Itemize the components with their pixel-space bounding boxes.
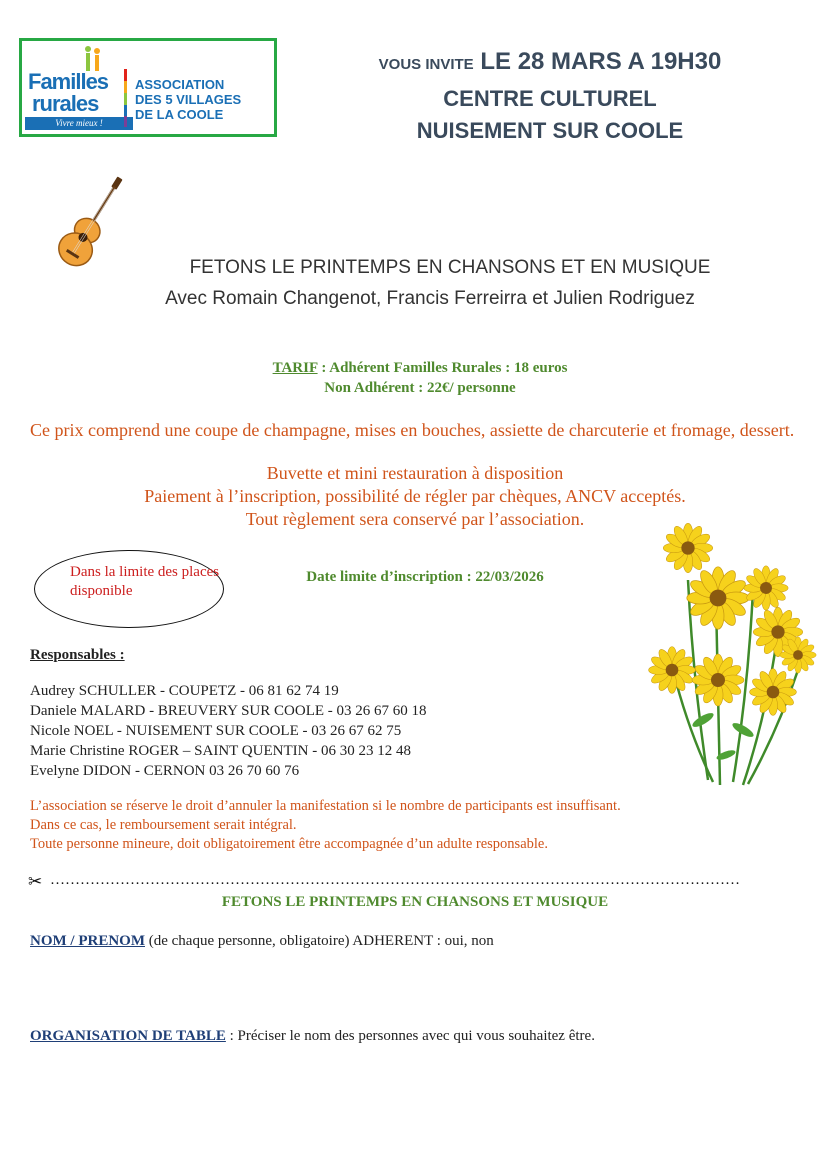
header-town: NUISEMENT SUR COOLE xyxy=(416,118,684,143)
form-title: FETONS LE PRINTEMPS EN CHANSONS ET MUSIQUE xyxy=(221,894,609,910)
header-invite: VOUS INVITE xyxy=(378,56,474,73)
logo-org-line: ASSOCIATION xyxy=(135,77,225,92)
cut-line: ………………………………………………………………………………………………………………………… xyxy=(50,872,740,888)
responsable-item: Marie Christine ROGER – SAINT QUENTIN - 06 30 23 12 48 xyxy=(30,743,411,759)
header-date-line xyxy=(330,48,770,76)
form-name-key: NOM / PRENOM xyxy=(30,933,145,949)
cancellation-note: L’association se réserve le droit d’annuler la manifestation si le nombre de participants est insuffisant. xyxy=(30,798,621,814)
event-title: FETONS LE PRINTEMPS EN CHANSONS ET EN MUSIQUE xyxy=(189,257,711,278)
form-table-key: ORGANISATION DE TABLE xyxy=(30,1028,226,1044)
event-artists: Avec Romain Changenot, Francis Ferreirra et Julien Rodriguez xyxy=(165,288,695,309)
form-table-rest: : Préciser le nom des personnes avec qui vous souhaitez être. xyxy=(225,1028,595,1044)
header-date: LE 28 MARS A 19H30 xyxy=(480,48,722,75)
header-venue: CENTRE CULTUREL xyxy=(443,86,657,111)
paiement-line: Paiement à l’inscription, possibilité de régler par chèques, ANCV acceptés. xyxy=(144,486,686,506)
logo-tagline: Vivre mieux ! xyxy=(25,117,133,130)
minor-note: Toute personne mineure, doit obligatoirement être accompagnée d’un adulte responsable. xyxy=(30,836,548,852)
logo-org-line: DE LA COOLE xyxy=(135,107,224,122)
logo-org-line: DES 5 VILLAGES xyxy=(135,92,242,107)
logo-color-bar xyxy=(124,69,127,127)
registration-deadline: Date limite d’inscription : 22/03/2026 xyxy=(306,569,544,585)
tarif-member-line xyxy=(120,360,720,377)
responsables-heading: Responsables : xyxy=(30,647,125,663)
logo-word-rurales: rurales xyxy=(32,91,99,116)
responsable-item: Nicole NOEL - NUISEMENT SUR COOLE - 03 26 67 62 75 xyxy=(30,723,402,739)
form-table-line xyxy=(30,1028,595,1045)
responsable-item: Audrey SCHULLER - COUPETZ - 06 81 62 74 19 xyxy=(30,683,339,699)
logo-word-familles: Familles xyxy=(28,69,109,94)
tarif-member: : Adhérent Familles Rurales : 18 euros xyxy=(317,360,568,376)
scissors-icon: ✂ xyxy=(28,872,43,891)
price-includes: Ce prix comprend une coupe de champagne, mises en bouches, assiette de charcuterie et fromage, dessert. xyxy=(30,420,795,440)
limit-note-text: Dans la limite des places disponible xyxy=(70,564,220,599)
reglement-line: Tout règlement sera conservé par l’association. xyxy=(245,509,585,529)
form-name-rest: (de chaque personne, obligatoire) ADHERENT : oui, non xyxy=(144,933,494,949)
sunflowers-icon xyxy=(648,520,820,792)
refund-note: Dans ce cas, le remboursement serait intégral. xyxy=(30,817,297,833)
familles-rurales-logo xyxy=(19,38,277,137)
logo-association-name xyxy=(135,77,241,122)
responsable-item: Evelyne DIDON - CERNON 03 26 70 60 76 xyxy=(30,763,300,779)
buvette-line: Buvette et mini restauration à disposition xyxy=(266,463,564,483)
tarif-label: TARIF xyxy=(272,360,318,376)
tarif-non-member: Non Adhérent : 22€/ personne xyxy=(324,380,516,396)
form-name-line xyxy=(30,933,494,950)
responsable-item: Daniele MALARD - BREUVERY SUR COOLE - 03 26 67 60 18 xyxy=(30,703,427,719)
